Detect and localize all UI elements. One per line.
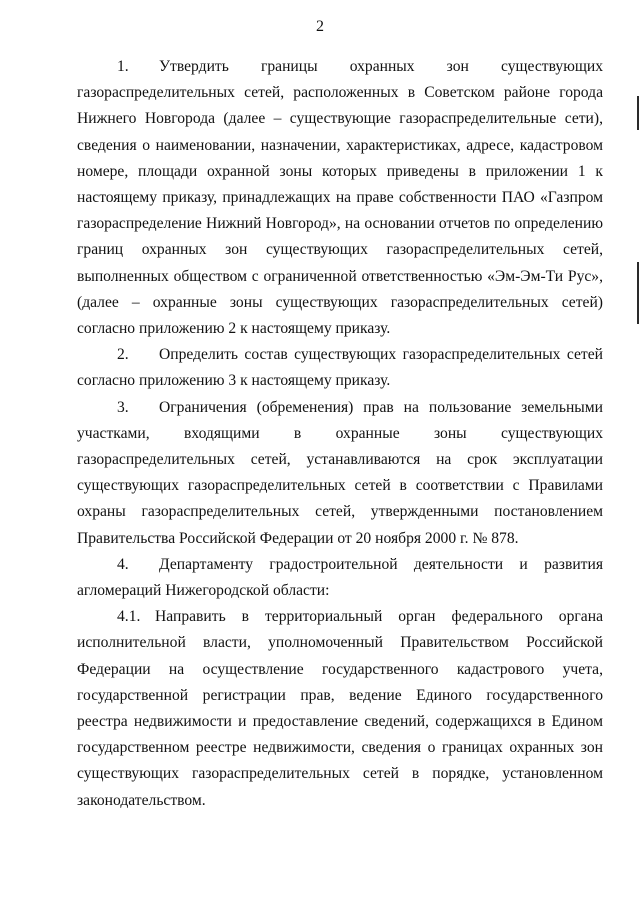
paragraph-1 — [77, 54, 603, 342]
paragraph-4-number: 4. — [117, 555, 129, 573]
paragraph-4-1-text: Направить в территориальный орган федерального органа исполнительной власти, уполномоченный Правительством Российской Федерации на осуществление государственного кадастрового учета, государственной регистрации прав, ведение Единого государственного реестра недвижимости и предоставление сведений, содержащихся в Едином государственном реестре недвижимости, сведения о границах охранных зон существующих газораспределительных сетей в порядке, установленном законодательством. — [77, 608, 603, 809]
paragraph-2 — [77, 342, 603, 394]
paragraph-4-1-number: 4.1. — [117, 608, 141, 626]
paragraph-3-text: Ограничения (обременения) прав на пользование земельными участками, входящими в охранные зоны существующих газораспределительных сетей, устанавливаются на срок эксплуатации существующих газораспределительных сетей в соответствии с Правилами охраны газораспределительных сетей, утвержденными постановлением Правительства Российской Федерации от 20 ноября 2000 г. № 878. — [77, 398, 603, 547]
page-number: 2 — [316, 18, 324, 35]
paragraph-4 — [77, 552, 603, 604]
scan-edge-mark — [637, 262, 639, 324]
paragraph-3-number: 3. — [117, 398, 129, 416]
scan-edge-mark — [637, 96, 639, 130]
paragraph-1-text: Утвердить границы охранных зон существующих газораспределительных сетей, расположенных в Советском районе города Нижнего Новгорода (далее – существующие газораспределительные сети), сведения о наименовании, назначении, характеристиках, адресе, кадастровом номере, площади охранной зоны которых приведены в приложении 1 к настоящему приказу, принадлежащих на праве собственности ПАО «Газпром газораспределение Нижний Новгород», на основании отчетов по определению границ охранных зон существующих газораспределительных сетей, выполненных обществом с ограниченной ответственностью «Эм-Эм-Ти Рус», (далее – охранные зоны существующих газораспределительных сетей) согласно приложению 2 к настоящему приказу. — [77, 58, 603, 338]
document-body — [77, 54, 603, 814]
paragraph-3 — [77, 395, 603, 552]
paragraph-1-number: 1. — [117, 58, 129, 75]
paragraph-4-1 — [77, 604, 603, 814]
paragraph-4-text: Департаменту градостроительной деятельности и развития агломераций Нижегородской области: — [77, 555, 603, 600]
paragraph-2-text: Определить состав существующих газораспределительных сетей согласно приложению 3 к настоящему приказу. — [77, 346, 603, 390]
paragraph-2-number: 2. — [117, 346, 129, 364]
